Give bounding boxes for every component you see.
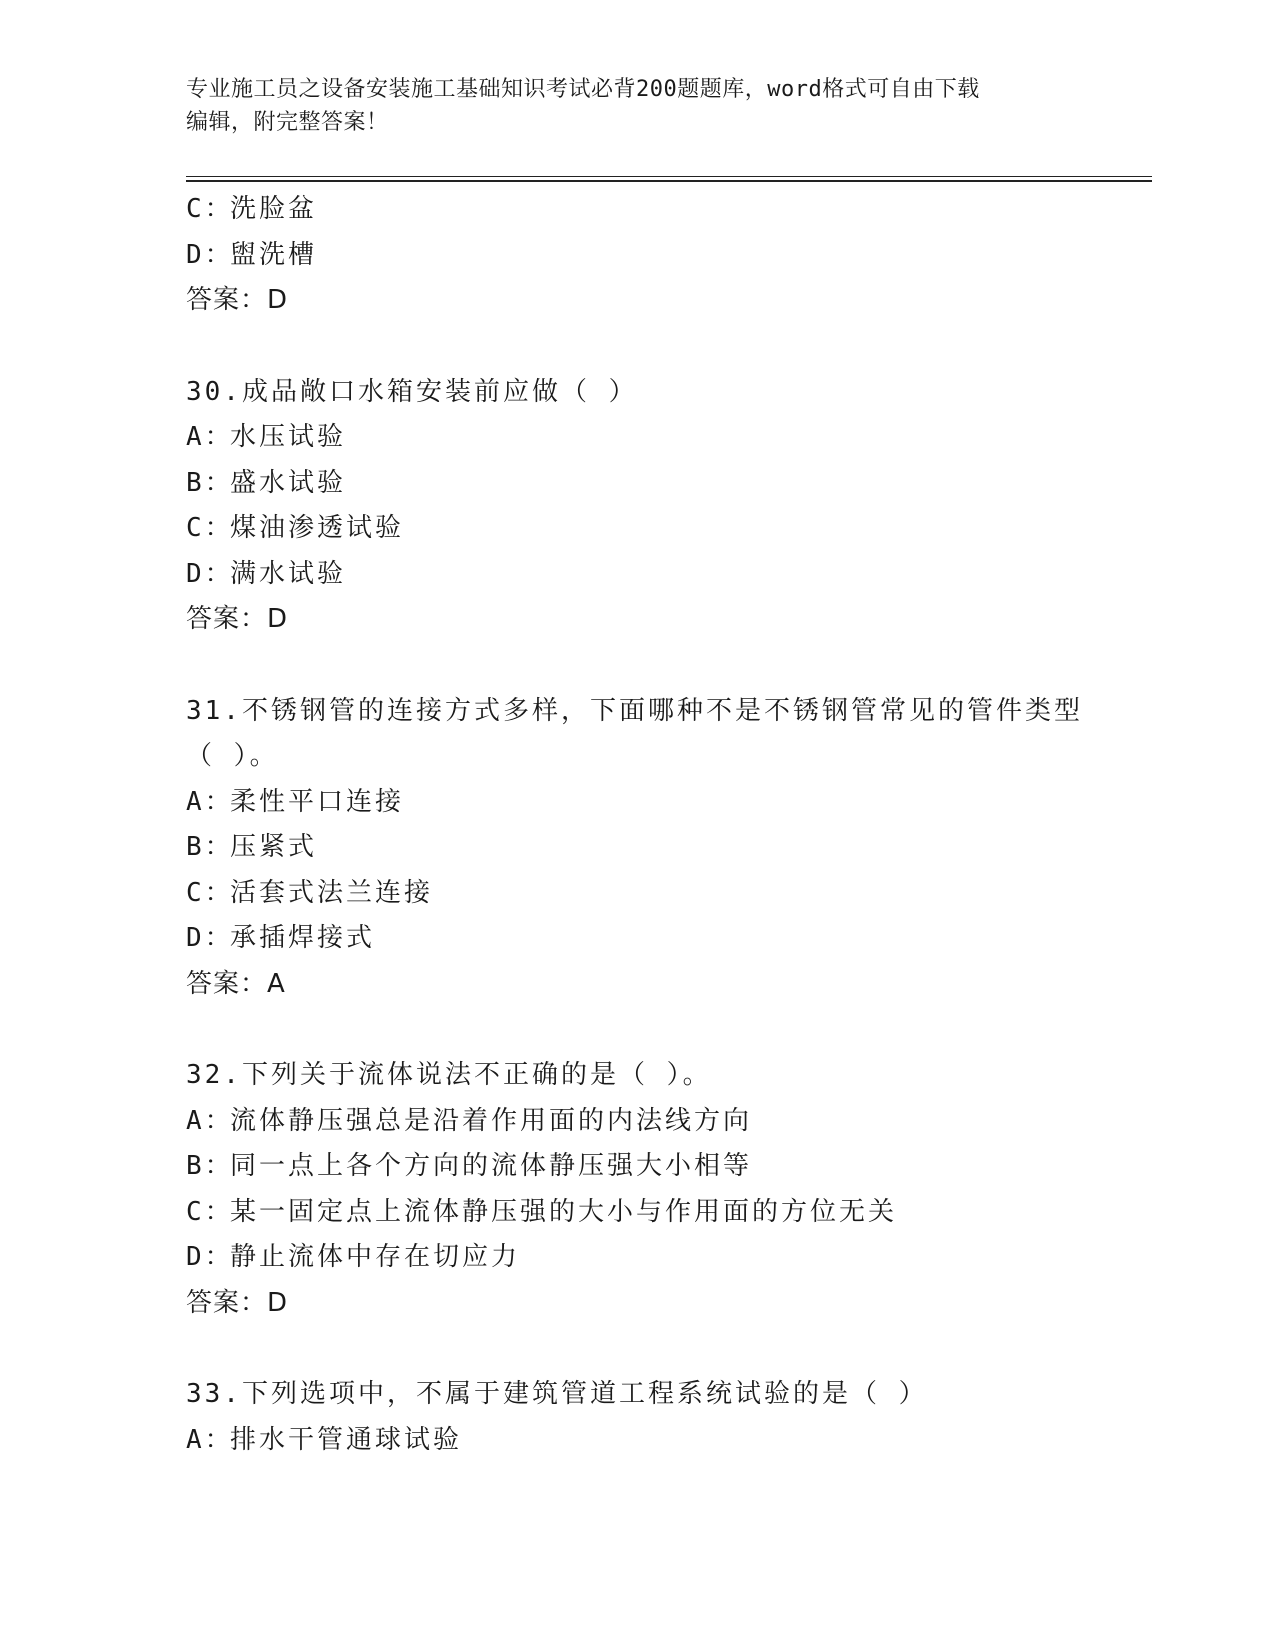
option-key: B： [186, 832, 234, 862]
option-key: C： [186, 877, 234, 908]
question-title: 31.不锈钢管的连接方式多样，下面哪种不是不锈钢管常见的管件类型 [186, 695, 1083, 726]
option-key: A： [186, 1424, 234, 1455]
question-title: 30.成品敞口水箱安装前应做（ ） [186, 376, 638, 407]
header-divider-thin [186, 176, 1152, 177]
answer-line: 答案：D [186, 604, 289, 634]
page-header [186, 73, 1066, 139]
option-key: C： [186, 513, 234, 543]
question-32 [186, 1053, 1152, 1326]
question-29-continuation [186, 187, 1152, 324]
spacer [186, 1007, 1152, 1053]
answer-line: 答案：D [186, 285, 289, 315]
question-title: 33.下列选项中，不属于建筑管道工程系统试验的是（ ） [186, 1379, 928, 1409]
option-text: 静止流体中存在切应力 [230, 1242, 521, 1272]
option-text: 流体静压强总是沿着作用面的内法线方向 [230, 1105, 753, 1136]
option-b [186, 825, 1152, 871]
option-d [186, 233, 1152, 279]
question-title-continuation: （ ）。 [186, 741, 279, 771]
option-text: 某一固定点上流体静压强的大小与作用面的方位无关 [230, 1196, 898, 1227]
question-31 [186, 689, 1152, 1008]
header-line-1: 专业施工员之设备安装施工基础知识考试必背200题题库，word格式可自由下载 [186, 77, 980, 102]
option-text: 活套式法兰连接 [230, 877, 434, 908]
spacer [186, 324, 1152, 370]
option-text: 排水干管通球试验 [230, 1424, 463, 1455]
question-title: 32.下列关于流体说法不正确的是（ ）。 [186, 1060, 712, 1090]
question-list [186, 187, 1152, 1463]
answer-line: 答案：D [186, 1287, 289, 1318]
option-a [186, 780, 1152, 826]
answer-line: 答案：A [186, 968, 286, 999]
option-text: 洗脸盆 [230, 194, 318, 224]
option-d [186, 916, 1152, 962]
spacer [186, 1326, 1152, 1372]
option-text: 水压试验 [230, 422, 347, 452]
option-key: A： [186, 1105, 234, 1136]
question-33 [186, 1372, 1152, 1463]
option-text: 盛水试验 [230, 467, 347, 498]
option-text: 同一点上各个方向的流体静压强大小相等 [230, 1151, 753, 1181]
option-key: B： [186, 1151, 234, 1181]
option-text: 煤油渗透试验 [230, 513, 405, 543]
option-key: D： [186, 558, 234, 589]
option-d [186, 1235, 1152, 1281]
option-c [186, 506, 1152, 552]
option-c [186, 1190, 1152, 1236]
option-b [186, 461, 1152, 507]
option-a [186, 1418, 1152, 1464]
header-divider-thick [186, 180, 1152, 182]
spacer [186, 643, 1152, 689]
option-key: D： [186, 1242, 234, 1272]
option-text: 盥洗槽 [230, 239, 318, 270]
option-d [186, 552, 1152, 598]
option-text: 压紧式 [230, 832, 318, 862]
option-key: A： [186, 422, 234, 452]
option-key: D： [186, 923, 234, 953]
option-text: 柔性平口连接 [230, 786, 405, 817]
option-key: A： [186, 786, 234, 817]
option-a [186, 1099, 1152, 1145]
option-key: B： [186, 467, 234, 498]
option-a [186, 415, 1152, 461]
option-key: D： [186, 239, 234, 270]
option-key: C： [186, 194, 234, 224]
option-c [186, 187, 1152, 233]
question-30 [186, 370, 1152, 643]
option-b [186, 1144, 1152, 1190]
option-text: 满水试验 [230, 558, 347, 589]
option-key: C： [186, 1196, 234, 1227]
header-line-2: 编辑，附完整答案！ [186, 110, 389, 135]
option-text: 承插焊接式 [230, 923, 376, 953]
option-c [186, 871, 1152, 917]
